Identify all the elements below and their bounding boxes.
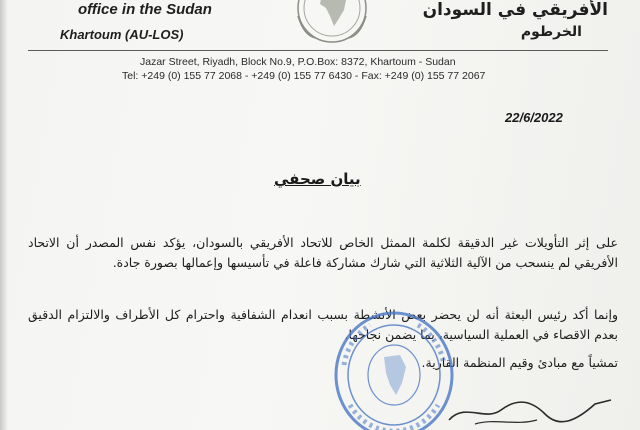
- letterhead-phone: Tel: +249 (0) 155 77 2068 - +249 (0) 155 77 6430 - Fax: +249 (0) 155 77 2067: [122, 70, 486, 82]
- letterhead-arabic-office: الأفريقي في السودان: [422, 0, 608, 20]
- handwritten-signature-icon: [445, 392, 615, 430]
- letterhead-address: Jazar Street, Riyadh, Block No.9, P.O.Box: 8372, Khartoum - Sudan: [140, 56, 456, 68]
- letterhead-english-office: office in the Sudan: [78, 1, 212, 18]
- letter-paragraph-2: وإنما أكد رئيس البعثة أنه لن يحضر بعض الأنشطة بسبب انعدام الشفافية واحترام كل الأطراف والالتزام الدقيق بعدم الاقصاء في العملية السياسية، بما يضمن نجاحها.: [28, 307, 618, 342]
- letter-date: 22/6/2022: [505, 110, 563, 125]
- african-union-emblem-icon: [292, 0, 372, 44]
- letter-heading: بيان صحفي: [274, 170, 361, 188]
- letter-paragraph-1: على إثر التأويلات غير الدقيقة لكلمة الممثل الخاص للاتحاد الأفريقي بالسودان، يؤكد نفس المصدر أن الاتحاد الأفريقي لم ينسحب من الآلية الثلاثية التي شارك مشاركة فاعلة في تأسيسها وإعمالها بصورة جادة.: [28, 235, 618, 270]
- letterhead-arabic-city: الخرطوم: [520, 24, 582, 40]
- official-stamp-icon: [330, 295, 458, 430]
- page-edge-shadow: [0, 0, 8, 430]
- letter-paragraph-3: تمشياً مع مبادئ وقيم المنظمة القارية.: [421, 355, 618, 370]
- letterhead-english-city: Khartoum (AU-LOS): [60, 27, 184, 42]
- letterhead-divider: [28, 50, 608, 51]
